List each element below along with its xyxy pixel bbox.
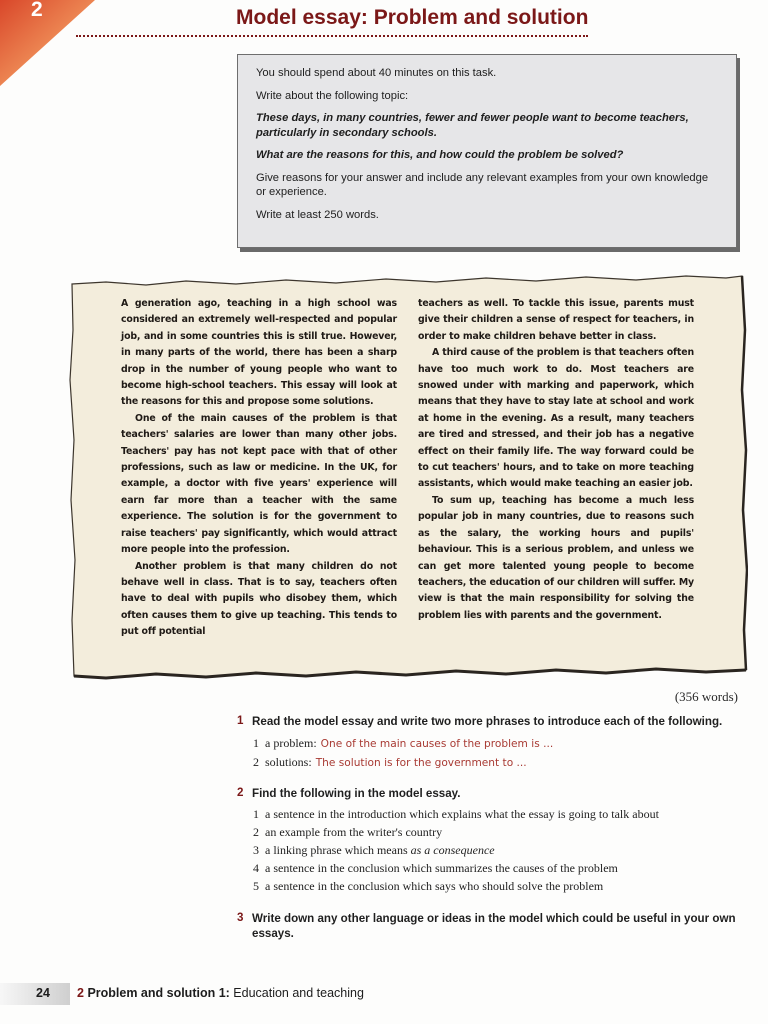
task-instruction: Write about the following topic: [256,89,409,102]
exercise-item [253,841,737,859]
title-divider [76,35,588,37]
word-count: (356 words) [674,689,738,704]
item-text: an example from the writer's country [265,825,443,839]
task-guidance: Give reasons for your answer and include any relevant examples from your own knowledge or experience. [256,171,709,198]
footer-topic: Education and teaching [229,986,364,1000]
exercise-item [253,877,737,895]
footer-running-head [77,986,364,1000]
exercise-item [253,734,737,753]
item-text: solutions: [265,755,312,769]
item-number: 1 [253,807,259,821]
exercise-instruction: Write down any other language or ideas in the model which could be useful in your own essays. [252,912,736,940]
footer-unit-number: 2 [77,986,84,1000]
item-number: 2 [253,755,259,769]
exercise-instruction: Read the model essay and write two more phrases to introduce each of the following. [252,715,723,728]
exercise-item [253,859,737,877]
item-number: 4 [253,861,259,875]
exercises [237,714,737,941]
essay-paragraph: To sum up, teaching has become a much less popular job in many countries, due to reasons such as the salary, the working hours and pupils' behaviour. This is a serious problem, and unless we can get more talented young people to become teachers, the education of our children will suffer. My view is that the main responsibility for solving the problem lies with parents and the government. [418,494,694,621]
exercise-item [253,805,737,823]
essay-paragraph: A generation ago, teaching in a high school was considered an extremely well-respected and popular job, and in some countries this is still true. However, in many parts of the world, there has been a sharp drop in the number of young people who want to become high-school teachers. This essay will look at the reasons for this and propose some solutions. [121,298,397,408]
essay-column-right [418,296,694,641]
task-topic: These days, in many countries, fewer and fewer people want to become teachers, particularly in secondary schools. [256,112,689,139]
unit-number: 2 [31,0,43,21]
exercise-item [253,753,737,772]
handwritten-answer: One of the main causes of the problem is ... [320,738,554,750]
model-essay [121,296,694,641]
exercise-3 [237,911,737,941]
essay-paragraph: Another problem is that many children do not behave well in class. That is to say, teachers often have to deal with pupils who disobey them, which often causes them to give up teaching. This tends to put off potential [121,560,397,638]
exercise-number: 1 [237,714,244,727]
item-italic-phrase: as a consequence [410,843,495,857]
footer-section: Problem and solution 1: [87,986,230,1000]
task-question: What are the reasons for this, and how could the problem be solved? [256,149,624,161]
essay-paragraph: One of the main causes of the problem is that teachers' salaries are lower than many other jobs. Teachers' pay has not kept pace with that of other professions, such as law or medicine. In the UK, for example, a doctor with five years' experience will earn far more than a teacher with the same experience. The solution is for the government to raise teachers' pay significantly, which would attract more people into the profession. [121,412,397,556]
exercise-instruction: Find the following in the model essay. [252,787,461,800]
exercise-item [253,823,737,841]
item-text: a sentence in the conclusion which says who should solve the problem [265,879,604,893]
task-time: You should spend about 40 minutes on this task. [256,67,497,79]
footer-page-tab [0,983,70,1005]
item-number: 2 [253,825,259,839]
item-text: a sentence in the introduction which explains what the essay is going to talk about [265,807,659,821]
item-text: a problem: [265,736,317,750]
page-title: Model essay: Problem and solution [236,6,589,29]
item-number: 5 [253,879,259,893]
exercise-2 [237,786,737,895]
unit-corner-tab [0,0,95,86]
item-number: 3 [253,843,259,857]
page-number: 24 [36,986,50,1000]
item-text: a sentence in the conclusion which summarizes the causes of the problem [265,861,618,875]
essay-paragraph: teachers as well. To tackle this issue, parents must give their children a sense of respect for teachers, in order to make children behave better in class. [418,298,694,342]
exercise-number: 2 [237,786,244,799]
exercise-number: 3 [237,911,244,924]
item-number: 1 [253,736,259,750]
exercise-1 [237,714,737,772]
item-text: a linking phrase which means [265,843,411,857]
essay-column-left [121,296,397,641]
task-prompt-box [237,54,737,248]
task-length: Write at least 250 words. [256,208,379,221]
handwritten-answer: The solution is for the government to ... [315,757,527,769]
essay-paragraph: A third cause of the problem is that teachers often have too much work to do. Most teachers are snowed under with marking and paperwork, which means that they have to stay late at school and work at home in the evening. As a result, many teachers are tired and stressed, and their job has a negative effect on their family life. The way forward could be to cut teachers' hours, and to take on more teaching assistants, which would make teaching an easier job. [418,347,694,490]
